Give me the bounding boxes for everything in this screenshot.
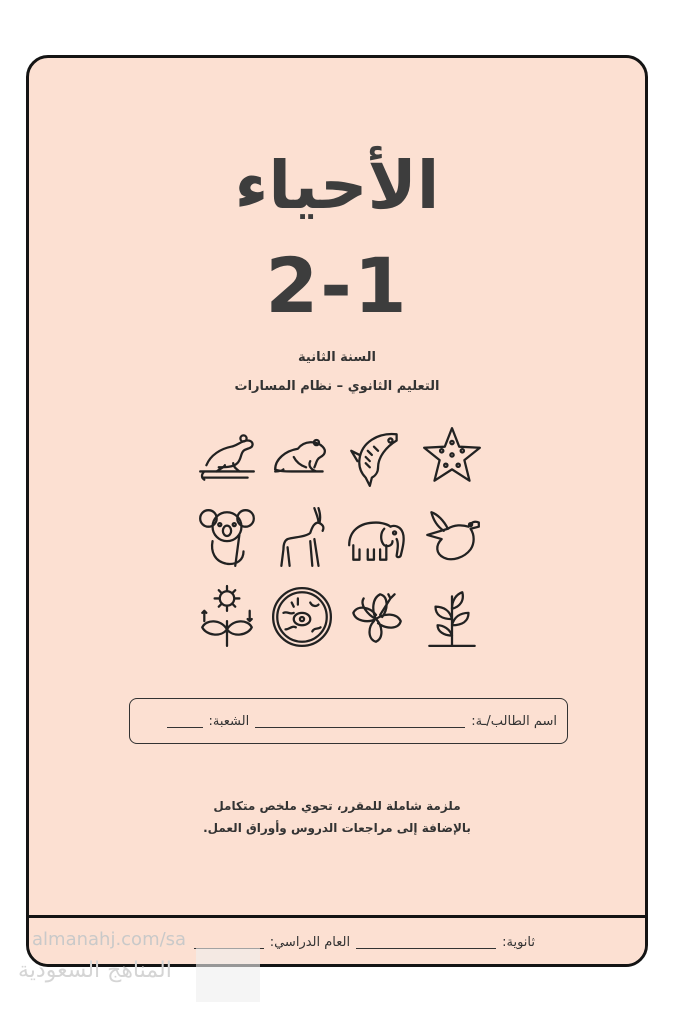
description-line-1: ملزمة شاملة للمقرر، تحوي ملخص متكامل (213, 799, 461, 813)
student-name-label: اسم الطالب/ـة: (471, 713, 557, 729)
cover-title: الأحياء (234, 147, 440, 224)
cover-number: 2-1 (265, 241, 409, 330)
fish-icon (343, 424, 409, 490)
cover-frame (26, 55, 648, 967)
student-info-box (129, 698, 568, 744)
track-label: التعليم الثانوي – نظام المسارات (234, 379, 440, 394)
school-field[interactable] (356, 936, 496, 949)
seedling-icon (419, 584, 485, 650)
gazelle-icon (269, 504, 335, 570)
student-name-field[interactable] (255, 715, 465, 728)
photosynthesis-plant-icon (194, 584, 260, 650)
koala-icon (194, 504, 260, 570)
description (29, 795, 645, 839)
elephant-icon (343, 504, 409, 570)
grade-label: السنة الثانية (298, 350, 376, 365)
hibiscus-flower-icon (343, 584, 409, 650)
starfish-icon (419, 424, 485, 490)
watermark-url: almanahj.com/sa (32, 929, 187, 950)
section-label: الشعبة: (208, 713, 250, 729)
description-line-2: بالإضافة إلى مراجعات الدروس وأوراق العمل. (203, 821, 471, 835)
section-field[interactable] (167, 715, 203, 728)
cell-icon (269, 584, 335, 650)
toad-icon (269, 424, 335, 490)
dove-icon (419, 504, 485, 570)
year-label: العام الدراسي: (269, 935, 351, 950)
school-label: ثانوية: (502, 935, 535, 950)
watermark-name: المناهج السعودية (18, 958, 172, 983)
frog-on-branch-icon (194, 424, 260, 490)
watermark-logo (196, 948, 260, 1002)
